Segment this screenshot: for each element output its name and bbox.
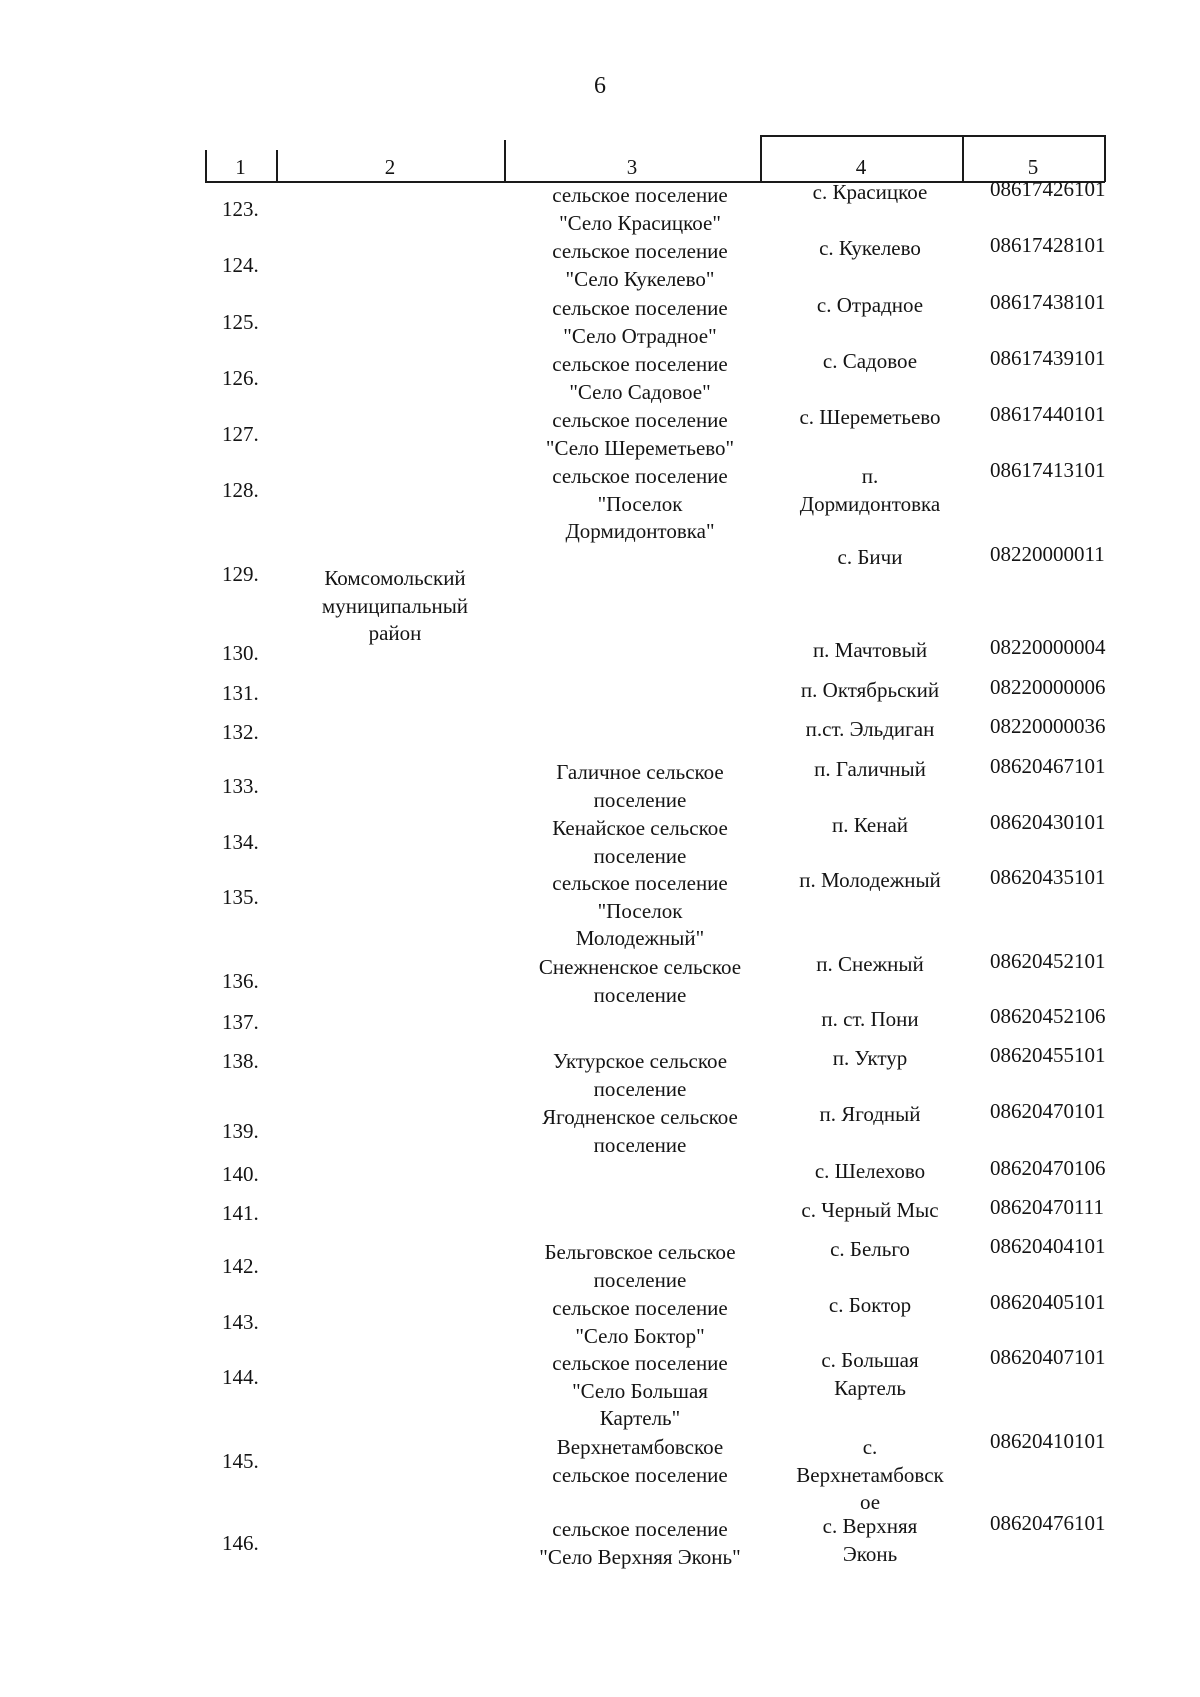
row-number-line: 143. bbox=[222, 1310, 259, 1334]
code-cell bbox=[990, 1194, 1145, 1222]
table-row bbox=[0, 542, 1200, 645]
locality-cell-line: п.ст. Эльдиган bbox=[805, 717, 935, 741]
locality-cell bbox=[770, 867, 970, 895]
code-cell bbox=[990, 401, 1145, 429]
row-number-line: 139. bbox=[222, 1119, 259, 1143]
table-row bbox=[0, 1345, 1200, 1430]
settlement-cell-line: поселение bbox=[593, 982, 687, 1007]
header-cell-2: 2 bbox=[384, 155, 396, 179]
locality-cell bbox=[770, 677, 970, 705]
locality-cell bbox=[770, 348, 970, 376]
code-cell bbox=[990, 634, 1145, 662]
settlement-cell bbox=[515, 870, 765, 953]
code-cell-line: 08620407101 bbox=[990, 1345, 1106, 1369]
locality-cell-line: п. Мачтовый bbox=[812, 638, 928, 662]
settlement-cell-line: Кенайское сельское bbox=[552, 816, 728, 840]
code-cell bbox=[990, 1003, 1145, 1031]
table-row bbox=[0, 1511, 1200, 1569]
row-number bbox=[222, 1364, 282, 1392]
locality-cell bbox=[770, 463, 970, 518]
locality-cell-line: с. Отрадное bbox=[816, 293, 924, 317]
row-number-line: 130. bbox=[222, 641, 259, 665]
settlement-cell-line: поселение bbox=[593, 787, 687, 812]
locality-cell bbox=[770, 1101, 970, 1129]
code-cell bbox=[990, 1428, 1145, 1456]
row-number bbox=[222, 680, 282, 708]
row-number-line: 134. bbox=[222, 830, 259, 854]
locality-cell-line: Верхнетамбовск bbox=[796, 1462, 944, 1487]
table-row bbox=[0, 675, 1200, 705]
settlement-cell-line: "Село Шереметьево" bbox=[545, 435, 735, 460]
row-number bbox=[222, 309, 282, 337]
locality-cell-line: с. Шелехово bbox=[814, 1159, 926, 1183]
locality-cell bbox=[770, 1045, 970, 1073]
row-number-line: 135. bbox=[222, 885, 259, 909]
locality-cell bbox=[770, 1292, 970, 1320]
row-number bbox=[222, 421, 282, 449]
code-cell-line: 08620435101 bbox=[990, 865, 1106, 889]
settlement-cell bbox=[515, 815, 765, 870]
table-row bbox=[0, 1195, 1200, 1225]
settlement-cell-line: "Поселок bbox=[597, 898, 683, 923]
code-cell bbox=[990, 1510, 1145, 1538]
locality-cell-line: с. Верхняя bbox=[822, 1514, 918, 1538]
settlement-cell-line: сельское поселение bbox=[552, 1517, 728, 1541]
settlement-cell bbox=[515, 1048, 765, 1103]
settlement-cell-line: сельское поселение bbox=[552, 1462, 728, 1487]
locality-cell bbox=[770, 1236, 970, 1264]
table-row bbox=[0, 402, 1200, 460]
locality-cell-line: п. Снежный bbox=[816, 952, 924, 976]
code-cell-line: 08620405101 bbox=[990, 1290, 1106, 1314]
row-number bbox=[222, 773, 282, 801]
row-number-line: 141. bbox=[222, 1201, 259, 1225]
row-number bbox=[222, 719, 282, 747]
table-row bbox=[0, 949, 1200, 1007]
row-number bbox=[222, 884, 282, 912]
locality-cell bbox=[770, 1158, 970, 1186]
row-number-line: 127. bbox=[222, 422, 259, 446]
code-cell-line: 08620470106 bbox=[990, 1156, 1106, 1180]
settlement-cell-line: "Село Садовое" bbox=[569, 379, 711, 404]
table-row bbox=[0, 714, 1200, 744]
row-number-line: 140. bbox=[222, 1162, 259, 1186]
row-number-line: 129. bbox=[222, 562, 259, 586]
code-cell bbox=[990, 1233, 1145, 1261]
settlement-cell-line: "Село Боктор" bbox=[575, 1323, 705, 1348]
locality-cell-line: п. Ягодный bbox=[819, 1102, 921, 1126]
locality-cell-line: с. Кукелево bbox=[819, 236, 921, 260]
settlement-cell-line: сельское поселение bbox=[552, 352, 728, 376]
code-cell-line: 08617438101 bbox=[990, 290, 1106, 314]
code-cell-line: 08620476101 bbox=[990, 1511, 1106, 1535]
table-row bbox=[0, 458, 1200, 543]
locality-cell-line: Дормидонтовка bbox=[799, 491, 941, 516]
locality-cell-line: Эконь bbox=[842, 1541, 898, 1566]
settlement-cell bbox=[515, 1295, 765, 1350]
locality-cell-line: п. Кенай bbox=[831, 813, 909, 837]
table-row bbox=[0, 233, 1200, 291]
row-number-line: 133. bbox=[222, 774, 259, 798]
code-cell-line: 08220000011 bbox=[990, 542, 1105, 566]
table-row bbox=[0, 177, 1200, 235]
settlement-cell bbox=[515, 1434, 765, 1489]
settlement-cell bbox=[515, 238, 765, 293]
code-cell bbox=[990, 809, 1145, 837]
code-cell-line: 08620430101 bbox=[990, 810, 1106, 834]
settlement-cell-line: поселение bbox=[593, 843, 687, 868]
code-cell bbox=[990, 345, 1145, 373]
locality-cell bbox=[770, 235, 970, 263]
row-number bbox=[222, 1200, 282, 1228]
code-cell-line: 08220000006 bbox=[990, 675, 1106, 699]
settlement-cell-line: сельское поселение bbox=[552, 183, 728, 207]
settlement-cell-line: поселение bbox=[593, 1076, 687, 1101]
district-cell-line: муниципальный bbox=[321, 593, 469, 618]
settlement-cell-line: Бельговское сельское bbox=[544, 1240, 736, 1264]
settlement-cell-line: поселение bbox=[593, 1132, 687, 1157]
code-cell-line: 08620470101 bbox=[990, 1099, 1106, 1123]
settlement-cell bbox=[515, 1350, 765, 1433]
settlement-cell-line: "Поселок bbox=[597, 491, 683, 516]
code-cell bbox=[990, 232, 1145, 260]
row-number bbox=[222, 1048, 282, 1076]
code-cell bbox=[990, 1344, 1145, 1372]
locality-cell-line: с. Бичи bbox=[837, 545, 903, 569]
code-cell-line: 08620404101 bbox=[990, 1234, 1106, 1258]
settlement-cell-line: поселение bbox=[593, 1267, 687, 1292]
locality-cell-line: ое bbox=[859, 1490, 881, 1514]
settlement-cell bbox=[515, 182, 765, 237]
code-cell-line: 08617413101 bbox=[990, 458, 1106, 482]
row-number-line: 146. bbox=[222, 1531, 259, 1555]
row-number bbox=[222, 1253, 282, 1281]
row-number-line: 145. bbox=[222, 1449, 259, 1473]
locality-cell-line: п. Молодежный bbox=[799, 868, 941, 892]
code-cell-line: 08617428101 bbox=[990, 233, 1106, 257]
locality-cell-line: Картель bbox=[834, 1375, 906, 1400]
settlement-cell-line: Снежненское сельское bbox=[538, 955, 742, 979]
settlement-cell bbox=[515, 407, 765, 462]
locality-cell bbox=[770, 951, 970, 979]
table-row bbox=[0, 1156, 1200, 1186]
row-number bbox=[222, 1161, 282, 1189]
row-number bbox=[222, 252, 282, 280]
locality-cell bbox=[770, 404, 970, 432]
table-row bbox=[0, 290, 1200, 348]
row-number-line: 136. bbox=[222, 969, 259, 993]
table-row bbox=[0, 635, 1200, 665]
row-number bbox=[222, 968, 282, 996]
district-cell-line: район bbox=[368, 621, 422, 645]
code-cell bbox=[990, 1155, 1145, 1183]
table-row bbox=[0, 865, 1200, 950]
table-row bbox=[0, 1429, 1200, 1514]
row-number bbox=[222, 196, 282, 224]
table-header bbox=[0, 0, 1200, 200]
row-number-line: 132. bbox=[222, 720, 259, 744]
row-number-line: 125. bbox=[222, 310, 259, 334]
code-cell-line: 08620467101 bbox=[990, 754, 1106, 778]
settlement-cell-line: сельское поселение bbox=[552, 871, 728, 895]
code-cell bbox=[990, 1042, 1145, 1070]
settlement-cell bbox=[515, 759, 765, 814]
code-cell bbox=[990, 753, 1145, 781]
settlement-cell bbox=[515, 1104, 765, 1159]
locality-cell bbox=[770, 1006, 970, 1034]
code-cell-line: 08617439101 bbox=[990, 346, 1106, 370]
header-cell-1: 1 bbox=[235, 155, 246, 179]
row-number bbox=[222, 561, 282, 589]
locality-cell-line: с. Бельго bbox=[830, 1237, 910, 1261]
code-cell-line: 08220000036 bbox=[990, 714, 1106, 738]
code-cell-line: 08620470111 bbox=[990, 1195, 1104, 1219]
locality-cell-line: с. bbox=[862, 1435, 878, 1459]
locality-cell bbox=[770, 544, 970, 572]
settlement-cell-line: сельское поселение bbox=[552, 1296, 728, 1320]
settlement-cell-line: сельское поселение bbox=[552, 1351, 728, 1375]
row-number-line: 124. bbox=[222, 253, 259, 277]
code-cell-line: 08617440101 bbox=[990, 402, 1106, 426]
locality-cell bbox=[770, 292, 970, 320]
settlement-cell-line: Картель" bbox=[599, 1406, 681, 1430]
locality-cell-line: п. Галичный bbox=[814, 757, 926, 781]
code-cell-line: 08220000004 bbox=[990, 635, 1106, 659]
settlement-cell-line: "Село Красицкое" bbox=[559, 210, 721, 235]
code-cell bbox=[990, 289, 1145, 317]
header-cell-4: 4 bbox=[855, 155, 867, 179]
code-cell-line: 08620452101 bbox=[990, 949, 1106, 973]
row-number bbox=[222, 1530, 282, 1558]
district-cell bbox=[300, 565, 490, 648]
row-number bbox=[222, 829, 282, 857]
settlement-cell-line: "Село Верхняя Эконь" bbox=[539, 1544, 741, 1569]
locality-cell-line: п. Уктур bbox=[832, 1046, 908, 1070]
row-number-line: 137. bbox=[222, 1010, 259, 1034]
settlement-cell-line: сельское поселение bbox=[552, 464, 728, 488]
row-number-line: 126. bbox=[222, 366, 259, 390]
locality-cell-line: с. Шереметьево bbox=[799, 405, 941, 429]
locality-cell-line: п. ст. Пони bbox=[821, 1007, 919, 1031]
settlement-cell-line: сельское поселение bbox=[552, 239, 728, 263]
locality-cell-line: с. Красицкое bbox=[812, 180, 928, 204]
row-number bbox=[222, 477, 282, 505]
locality-cell bbox=[770, 1347, 970, 1402]
table-row bbox=[0, 1099, 1200, 1157]
page-number: 6 bbox=[594, 73, 606, 99]
code-cell bbox=[990, 1098, 1145, 1126]
settlement-cell-line: "Село Большая bbox=[572, 1378, 708, 1403]
settlement-cell bbox=[515, 295, 765, 350]
code-cell-line: 08620410101 bbox=[990, 1429, 1106, 1453]
settlement-cell-line: Ягодненское сельское bbox=[542, 1105, 738, 1129]
locality-cell-line: с. Садовое bbox=[822, 349, 918, 373]
code-cell bbox=[990, 713, 1145, 741]
table-row bbox=[0, 754, 1200, 812]
settlement-cell-line: Молодежный" bbox=[575, 926, 705, 950]
locality-cell-line: с. Большая bbox=[821, 1348, 919, 1372]
locality-cell bbox=[770, 1197, 970, 1225]
code-cell bbox=[990, 176, 1145, 204]
table-row bbox=[0, 1004, 1200, 1034]
row-number-line: 123. bbox=[222, 197, 259, 221]
settlement-cell-line: сельское поселение bbox=[552, 296, 728, 320]
locality-cell bbox=[770, 637, 970, 665]
settlement-cell-line: сельское поселение bbox=[552, 408, 728, 432]
settlement-cell-line: Уктурское сельское bbox=[552, 1049, 728, 1073]
locality-cell bbox=[770, 179, 970, 207]
row-number-line: 142. bbox=[222, 1254, 259, 1278]
header-cell-5: 5 bbox=[1027, 155, 1039, 179]
settlement-cell-line: "Село Кукелево" bbox=[565, 266, 715, 291]
row-number bbox=[222, 640, 282, 668]
locality-cell-line: п. Октябрьский bbox=[800, 678, 940, 702]
row-number-line: 131. bbox=[222, 681, 259, 705]
settlement-cell bbox=[515, 463, 765, 546]
code-cell bbox=[990, 948, 1145, 976]
row-number bbox=[222, 1309, 282, 1337]
settlement-cell bbox=[515, 954, 765, 1009]
table-row bbox=[0, 1290, 1200, 1348]
code-cell bbox=[990, 864, 1145, 892]
code-cell bbox=[990, 457, 1145, 485]
row-number-line: 138. bbox=[222, 1049, 259, 1073]
settlement-cell-line: Верхнетамбовское bbox=[556, 1435, 724, 1459]
locality-cell bbox=[770, 1434, 970, 1517]
row-number bbox=[222, 365, 282, 393]
settlement-cell-line: Дормидонтовка" bbox=[565, 519, 715, 543]
locality-cell-line: п. bbox=[861, 464, 879, 488]
table-row bbox=[0, 810, 1200, 868]
settlement-cell-line: "Село Отрадное" bbox=[563, 323, 717, 348]
code-cell bbox=[990, 541, 1145, 569]
settlement-cell-line: Галичное сельское bbox=[556, 760, 724, 784]
settlement-cell bbox=[515, 1239, 765, 1294]
row-number-line: 144. bbox=[222, 1365, 259, 1389]
locality-cell bbox=[770, 716, 970, 744]
table-row bbox=[0, 1043, 1200, 1101]
locality-cell-line: с. Черный Мыс bbox=[801, 1198, 939, 1222]
code-cell bbox=[990, 1289, 1145, 1317]
code-cell-line: 08620455101 bbox=[990, 1043, 1106, 1067]
row-number bbox=[222, 1448, 282, 1476]
table-row bbox=[0, 1234, 1200, 1292]
header-cell-3: 3 bbox=[626, 155, 638, 179]
code-cell-line: 08617426101 bbox=[990, 177, 1106, 201]
locality-cell bbox=[770, 1513, 970, 1568]
locality-cell bbox=[770, 812, 970, 840]
locality-cell-line: с. Боктор bbox=[828, 1293, 912, 1317]
table-row bbox=[0, 346, 1200, 404]
row-number bbox=[222, 1118, 282, 1146]
code-cell-line: 08620452106 bbox=[990, 1004, 1106, 1028]
locality-cell bbox=[770, 756, 970, 784]
code-cell bbox=[990, 674, 1145, 702]
row-number-line: 128. bbox=[222, 478, 259, 502]
settlement-cell bbox=[515, 351, 765, 406]
district-cell-line: Комсомольский bbox=[324, 566, 466, 590]
settlement-cell bbox=[515, 1516, 765, 1571]
row-number bbox=[222, 1009, 282, 1037]
